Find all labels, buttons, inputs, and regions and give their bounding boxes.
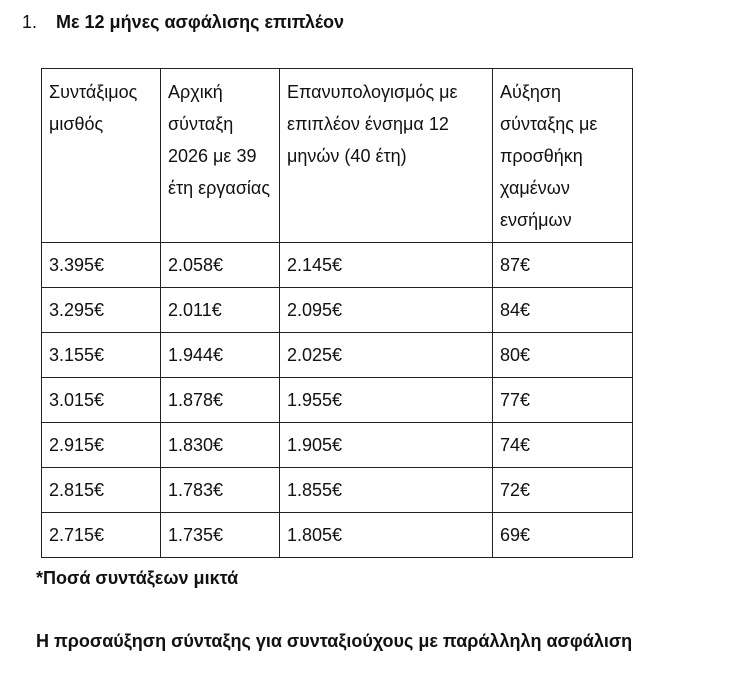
cell-recalculated: 2.145€ [280, 243, 493, 288]
cell-salary: 2.715€ [42, 513, 161, 558]
table-row [42, 423, 633, 468]
numbered-list-item [22, 10, 344, 34]
cell-initial-pension: 1.830€ [161, 423, 280, 468]
subheading: Η προσαύξηση σύνταξης για συνταξιούχους με παράλληλη ασφάλιση [36, 631, 633, 651]
header-recalculation: Επανυπολογισμός με επιπλέον ένσημα 12 μηνών (40 έτη) [280, 69, 493, 243]
cell-salary: 3.295€ [42, 288, 161, 333]
section-heading: Με 12 μήνες ασφάλισης επιπλέον [56, 12, 345, 32]
cell-increase: 87€ [493, 243, 633, 288]
cell-increase: 74€ [493, 423, 633, 468]
cell-salary: 2.915€ [42, 423, 161, 468]
cell-increase: 69€ [493, 513, 633, 558]
cell-initial-pension: 2.058€ [161, 243, 280, 288]
cell-initial-pension: 1.944€ [161, 333, 280, 378]
table-row [42, 243, 633, 288]
cell-increase: 80€ [493, 333, 633, 378]
cell-increase: 84€ [493, 288, 633, 333]
header-pension-increase: Αύξηση σύνταξης με προσθήκη χαμένων ενσήμων [493, 69, 633, 243]
cell-initial-pension: 1.783€ [161, 468, 280, 513]
cell-recalculated: 1.805€ [280, 513, 493, 558]
cell-salary: 2.815€ [42, 468, 161, 513]
cell-initial-pension: 1.878€ [161, 378, 280, 423]
list-number: 1. [22, 12, 38, 32]
pension-table [41, 68, 633, 558]
cell-recalculated: 1.955€ [280, 378, 493, 423]
table-header-row [42, 69, 633, 243]
cell-initial-pension: 2.011€ [161, 288, 280, 333]
cell-salary: 3.015€ [42, 378, 161, 423]
cell-recalculated: 1.855€ [280, 468, 493, 513]
table-row [42, 288, 633, 333]
cell-initial-pension: 1.735€ [161, 513, 280, 558]
cell-increase: 77€ [493, 378, 633, 423]
table-row [42, 513, 633, 558]
cell-salary: 3.155€ [42, 333, 161, 378]
cell-recalculated: 2.025€ [280, 333, 493, 378]
cell-salary: 3.395€ [42, 243, 161, 288]
header-initial-pension: Αρχική σύνταξη 2026 με 39 έτη εργασίας [161, 69, 280, 243]
table-row [42, 333, 633, 378]
cell-recalculated: 1.905€ [280, 423, 493, 468]
table-row [42, 378, 633, 423]
cell-recalculated: 2.095€ [280, 288, 493, 333]
cell-increase: 72€ [493, 468, 633, 513]
footnote: *Ποσά συντάξεων μικτά [36, 568, 239, 588]
table-row [42, 468, 633, 513]
header-pensionable-salary: Συντάξιμος μισθός [42, 69, 161, 243]
